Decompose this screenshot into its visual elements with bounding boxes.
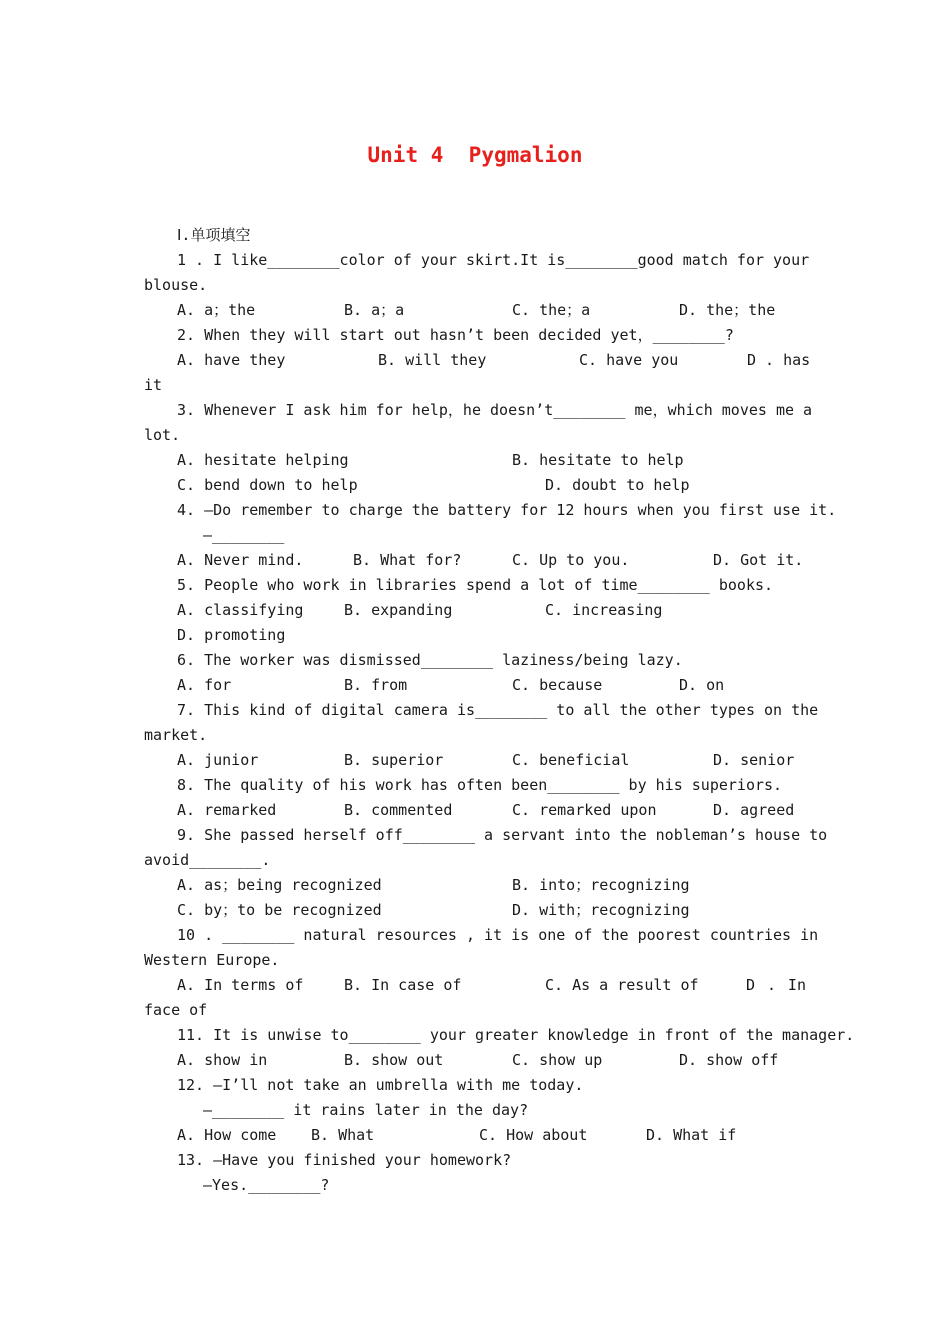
- option-c: C. show up: [512, 1051, 603, 1069]
- question-5: 5. People who work in libraries spend a lot of time________ books.: [177, 576, 774, 594]
- question-8: 8. The quality of his work has often been________ by his superiors.: [177, 776, 783, 794]
- option-c: C. the；a: [512, 301, 591, 319]
- question-12-line-1: 12. —I’ll not take an umbrella with me today.: [177, 1076, 584, 1094]
- question-2: 2. When they will start out hasn’t been decided yet，________?: [177, 326, 734, 344]
- question-13-line-1: 13. —Have you finished your homework?: [177, 1151, 512, 1169]
- option-c: C. because: [512, 676, 603, 694]
- question-2-options: [177, 348, 811, 373]
- option-c: C. increasing: [545, 601, 663, 619]
- question-10-options: [177, 973, 806, 998]
- title-unit: Unit 4: [367, 143, 444, 167]
- option-c: C. beneficial: [512, 751, 630, 769]
- question-5-options: [177, 598, 806, 623]
- option-c: C. bend down to help: [177, 476, 358, 494]
- title-name: Pygmalion: [468, 143, 583, 167]
- question-1-options: [177, 298, 806, 323]
- option-a: A. junior: [177, 751, 259, 769]
- option-c: C. remarked upon: [512, 801, 657, 819]
- question-9-options-row-2: [177, 898, 806, 923]
- option-a: A. classifying: [177, 601, 304, 619]
- option-a: A. In terms of: [177, 976, 304, 994]
- question-3-options-row-2: [177, 473, 806, 498]
- option-b: B. will they: [378, 351, 487, 369]
- option-d: D. What if: [646, 1126, 737, 1144]
- page-title: [0, 143, 950, 173]
- option-d: D. Got it.: [713, 551, 804, 569]
- question-3-options-row-1: [177, 448, 806, 473]
- option-b: B. show out: [344, 1051, 444, 1069]
- question-9-line-2: avoid________.: [144, 851, 271, 869]
- question-4-line-2: —________: [203, 526, 285, 544]
- option-a: A. Never mind.: [177, 551, 304, 569]
- option-b: B. expanding: [344, 601, 453, 619]
- question-8-options: [177, 798, 806, 823]
- option-c: C. Up to you.: [512, 551, 630, 569]
- option-b: B. from: [344, 676, 408, 694]
- question-6-options: [177, 673, 806, 698]
- question-7-options: [177, 748, 806, 773]
- question-11-options: [177, 1048, 806, 1073]
- option-b: B. a；a: [344, 301, 405, 319]
- question-7-line-2: market.: [144, 726, 208, 744]
- question-9-options-row-1: [177, 873, 806, 898]
- question-4-line-1: 4. —Do remember to charge the battery for 12 hours when you first use it.: [177, 501, 837, 519]
- question-1-line-1: 1 . I like________color of your skirt.It is________good match for your: [177, 251, 810, 269]
- option-b: B. commented: [344, 801, 453, 819]
- option-a: A. have they: [177, 351, 286, 369]
- option-d: D. senior: [713, 751, 795, 769]
- question-2-option-d-continued: it: [144, 376, 163, 394]
- option-a: A. hesitate helping: [177, 451, 349, 469]
- question-6: 6. The worker was dismissed________ laziness/being lazy.: [177, 651, 683, 669]
- option-c: C. by；to be recognized: [177, 901, 382, 919]
- option-b: B. What for?: [353, 551, 462, 569]
- option-b: B. superior: [344, 751, 444, 769]
- option-b: B. hesitate to help: [512, 451, 684, 469]
- option-b: B. In case of: [344, 976, 462, 994]
- option-d: D. show off: [679, 1051, 779, 1069]
- option-a: A. remarked: [177, 801, 277, 819]
- question-10-line-1: 10 . ________ natural resources , it is one of the poorest countries in: [177, 926, 819, 944]
- option-d: D . has: [747, 351, 811, 369]
- question-5-option-d: D. promoting: [177, 626, 286, 644]
- option-c: C. How about: [479, 1126, 588, 1144]
- option-b: B. What: [311, 1126, 375, 1144]
- option-d: D. with；recognizing: [512, 901, 690, 919]
- option-a: A. a；the: [177, 301, 256, 319]
- option-d: D. doubt to help: [545, 476, 690, 494]
- option-d: D. agreed: [713, 801, 795, 819]
- question-4-options: [177, 548, 806, 573]
- option-a: A. How come: [177, 1126, 277, 1144]
- question-13-line-2: —Yes.________?: [203, 1176, 330, 1194]
- option-d: D. the；the: [679, 301, 776, 319]
- option-d: D. on: [679, 676, 725, 694]
- option-a: A. as；being recognized: [177, 876, 382, 894]
- question-3-line-2: lot.: [144, 426, 181, 444]
- option-d: D . In: [746, 976, 806, 994]
- question-11: 11. It is unwise to________ your greater knowledge in front of the manager.: [177, 1026, 855, 1044]
- question-10-line-2: Western Europe.: [144, 951, 280, 969]
- question-9-line-1: 9. She passed herself off________ a servant into the nobleman’s house to: [177, 826, 828, 844]
- option-b: B. into；recognizing: [512, 876, 690, 894]
- option-c: C. As a result of: [545, 976, 699, 994]
- question-7-line-1: 7. This kind of digital camera is________ to all the other types on the: [177, 701, 819, 719]
- option-c: C. have you: [579, 351, 679, 369]
- question-12-line-2: —________ it rains later in the day?: [203, 1101, 529, 1119]
- question-10-option-d-continued: face of: [144, 1001, 208, 1019]
- question-3-line-1: 3. Whenever I ask him for help，he doesn’t________ me，which moves me a: [177, 401, 813, 419]
- section-heading: Ⅰ.单项填空: [177, 226, 251, 244]
- question-1-line-2: blouse.: [144, 276, 208, 294]
- option-a: A. show in: [177, 1051, 268, 1069]
- option-a: A. for: [177, 676, 232, 694]
- question-12-options: [177, 1123, 806, 1148]
